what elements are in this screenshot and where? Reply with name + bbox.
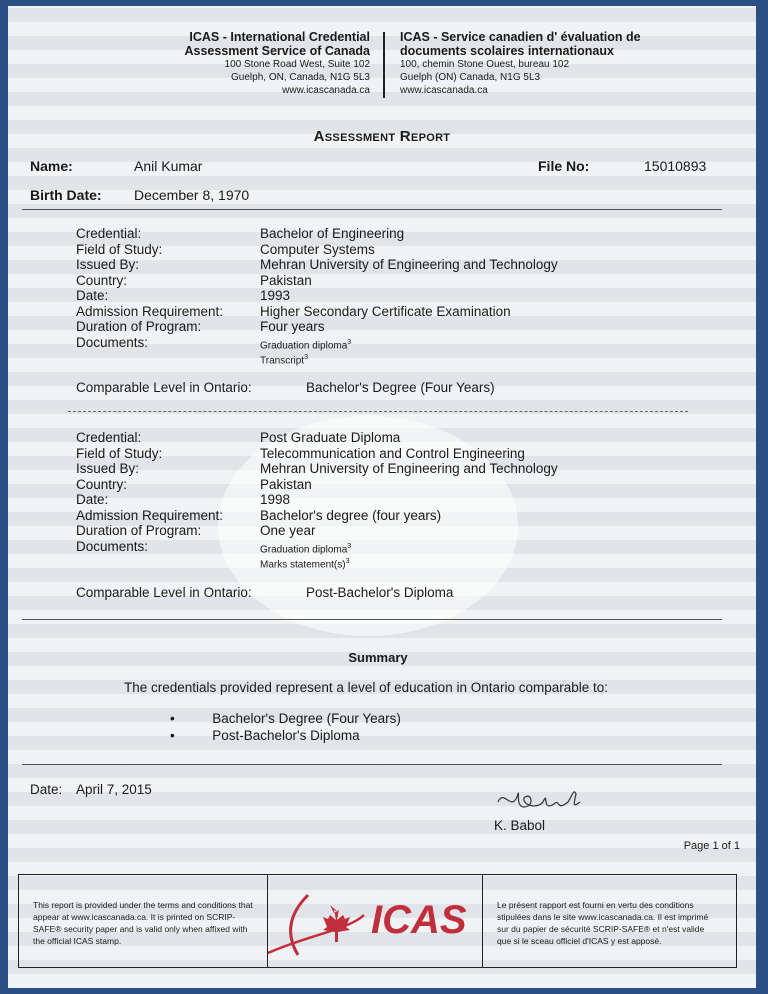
credential-label: Credential:: [76, 430, 142, 445]
country-label: Country:: [76, 476, 128, 492]
footnote-mark: 3: [347, 338, 352, 346]
signature-image: [494, 784, 584, 820]
date-label: Date:: [76, 288, 109, 303]
divider: [22, 619, 722, 620]
footer-box: [18, 874, 737, 968]
field-value: Telecommunication and Control Engineering: [260, 445, 525, 461]
footer-terms-fr: Le présent rapport est fourni en vertu des conditions stipulées dans le site www.icascanada.ca. Il est imprimé sur du papier de sécurité SCRIP-SAFE® et n'est valide que si le sceau officiel d'ICAS y est apposé.: [482, 875, 731, 967]
website-fr: www.icascanada.ca: [400, 85, 488, 96]
country-label: Country:: [76, 272, 128, 288]
comparable-value-2: Post-Bachelor's Diploma: [306, 585, 454, 600]
signatory-name: K. Babol: [494, 818, 546, 833]
country-value: Pakistan: [260, 476, 312, 492]
admission-label: Admission Requirement:: [76, 507, 224, 523]
issued-value: Mehran University of Engineering and Technology: [260, 257, 558, 272]
website-en: www.icascanada.ca: [282, 85, 370, 96]
address-en-1: 100 Stone Road West, Suite 102: [224, 59, 370, 70]
footnote-mark: 3: [304, 353, 308, 361]
header-en: [184, 30, 370, 97]
admission-value: Bachelor's degree (four years): [260, 507, 442, 523]
field-value: Computer Systems: [260, 241, 375, 257]
summary-item-text: Bachelor's Degree (Four Years): [212, 711, 401, 726]
name-label: Name:: [30, 158, 73, 174]
summary-item-text: Post-Bachelor's Diploma: [212, 728, 360, 743]
credential-value: Bachelor of Engineering: [260, 226, 405, 241]
icas-logo-text: ICAS: [371, 898, 467, 942]
issued-value: Mehran University of Engineering and Technology: [260, 461, 558, 476]
report-title: Assessment Report: [313, 128, 451, 145]
document-1: Graduation diploma: [260, 339, 348, 351]
admission-label: Admission Requirement:: [76, 303, 224, 319]
field-label: Field of Study:: [76, 241, 163, 257]
document-1: Graduation diploma: [260, 543, 348, 555]
header-divider: [383, 32, 385, 98]
applicant-name: Anil Kumar: [134, 158, 203, 174]
duration-value: Four years: [260, 319, 325, 334]
summary-list: [170, 710, 401, 744]
summary-item: • Post-Bachelor's Diploma: [170, 728, 360, 743]
footer-terms-en: This report is provided under the terms and conditions that appear at www.icascanada.ca. It is printed on SCRIP-SAFE® security paper and is valid only when affixed with the official ICAS stamp.: [33, 900, 253, 946]
divider: [68, 411, 688, 412]
summary-sentence: The credentials provided represent a level of education in Ontario comparable to:: [124, 680, 609, 695]
credential-2-labels: [76, 430, 223, 554]
comparable-value-1: Bachelor's Degree (Four Years): [306, 380, 495, 395]
footer-logo: [267, 875, 482, 967]
org-name-fr: ICAS - Service canadien d' évaluation de: [400, 30, 641, 44]
assessment-report-page: [8, 6, 756, 988]
issued-label: Issued By:: [76, 257, 140, 272]
birth-date-label: Birth Date:: [30, 187, 102, 203]
report-date: April 7, 2015: [76, 782, 152, 797]
credential-2-values: [260, 430, 558, 571]
date-label: Date:: [76, 492, 109, 507]
credential-1-labels: [76, 226, 223, 350]
file-no-label: File No:: [538, 158, 590, 174]
summary-heading: Summary: [348, 650, 408, 665]
org-name-en: ICAS - International Credential: [189, 30, 370, 44]
divider: [22, 209, 722, 210]
org-name-en-2: Assessment Service of Canada: [184, 44, 370, 58]
admission-value: Higher Secondary Certificate Examination: [260, 303, 511, 319]
icas-stamp-logo: [268, 875, 482, 967]
duration-label: Duration of Program:: [76, 319, 202, 334]
summary-item: • Bachelor's Degree (Four Years): [170, 711, 401, 726]
duration-label: Duration of Program:: [76, 523, 202, 538]
documents-label: Documents:: [76, 334, 149, 350]
date-value: 1993: [260, 288, 291, 303]
header-fr: [400, 30, 641, 97]
document-2: Marks statement(s): [260, 559, 346, 571]
credential-label: Credential:: [76, 226, 142, 241]
footnote-mark: 3: [347, 542, 352, 550]
comparable-label: Comparable Level in Ontario:: [76, 380, 252, 395]
credential-value: Post Graduate Diploma: [260, 430, 401, 445]
footnote-mark: 3: [345, 557, 350, 565]
document-2: Transcript: [260, 355, 305, 367]
file-no: 15010893: [644, 158, 707, 174]
date-label: Date:: [30, 782, 63, 797]
address-fr-2: Guelph (ON) Canada, N1G 5L3: [400, 72, 541, 83]
comparable-label: Comparable Level in Ontario:: [76, 585, 252, 600]
credential-1-values: [260, 226, 558, 367]
documents-label: Documents:: [76, 538, 149, 554]
address-en-2: Guelph, ON, Canada, N1G 5L3: [231, 72, 370, 83]
org-name-fr-2: documents scolaires internationaux: [400, 44, 614, 58]
duration-value: One year: [260, 523, 316, 538]
address-fr-1: 100, chemin Stone Ouest, bureau 102: [400, 59, 570, 70]
birth-date: December 8, 1970: [134, 187, 250, 203]
field-label: Field of Study:: [76, 445, 163, 461]
divider: [22, 764, 722, 765]
page-number: Page 1 of 1: [683, 840, 740, 852]
date-value: 1998: [260, 492, 291, 507]
issued-label: Issued By:: [76, 461, 140, 476]
country-value: Pakistan: [260, 272, 312, 288]
